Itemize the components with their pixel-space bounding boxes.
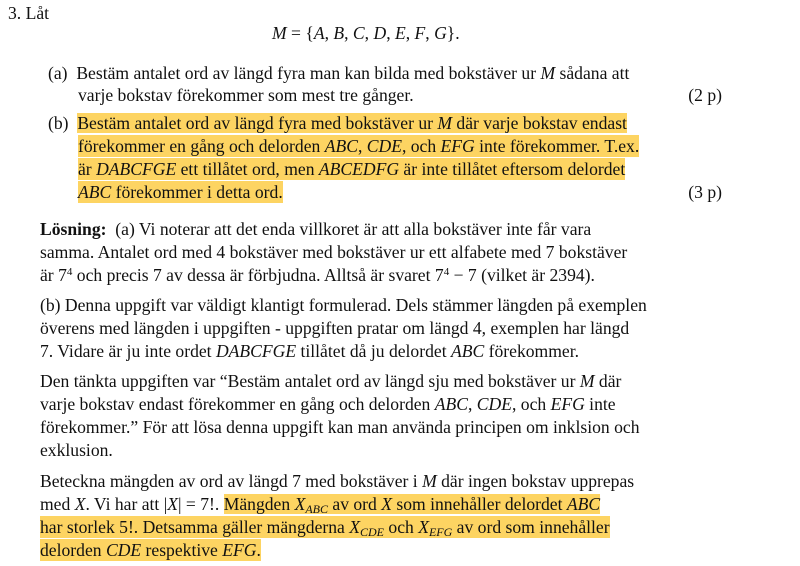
solution-p3-line4: exklusion. bbox=[40, 440, 113, 460]
part-b-line4: ABC förekommer i detta ord. bbox=[78, 182, 283, 202]
solution-p2-line1: (b) Denna uppgift var väldigt klantigt formulerad. Dels stämmer längden på exemplen bbox=[40, 295, 647, 315]
solution-p3-line3: förekommer.” För att lösa denna uppgift kan man använda principen om inklsion och bbox=[40, 417, 640, 437]
part-a-line2: varje bokstav förekommer som mest tre gånger. bbox=[78, 85, 414, 105]
solution-p3-line1: Den tänkta uppgiften var “Bestäm antalet ord av längd sju med bokstäver ur M där bbox=[40, 371, 622, 391]
solution-p2-line2: överens med längden i uppgiften - uppgiften pratar om längd 4, exemplen har längd bbox=[40, 318, 630, 338]
solution-p1-line2: samma. Antalet ord med 4 bokstäver med bokstäver ur ett alfabete med 7 bokstäver bbox=[40, 242, 628, 262]
part-b-line3: är DABCFGE ett tillåtet ord, men ABCEDFG är inte tillåtet eftersom delordet bbox=[78, 159, 626, 179]
part-b-line2: förekommer en gång och delorden ABC, CDE, och EFG inte förekommer. T.ex. bbox=[78, 136, 640, 156]
problem-number: 3. Låt bbox=[8, 3, 50, 23]
part-a-points: (2 p) bbox=[688, 85, 722, 105]
part-a-line1: (a) Bestäm antalet ord av längd fyra man kan bilda med bokstäver ur M sådana att bbox=[48, 63, 630, 83]
solution-p4-line3: har storlek 5!. Detsamma gäller mängderna $X_{CDE}$ och $X_{EFG}$ av ord som innehåller bbox=[40, 517, 610, 539]
part-b-line1: (b) Bestäm antalet ord av längd fyra med bokstäver ur M där varje bokstav endast bbox=[48, 113, 627, 133]
part-b-points: (3 p) bbox=[688, 182, 722, 202]
solution-p3-line2: varje bokstav endast förekommer en gång och delorden ABC, CDE, och EFG inte bbox=[40, 394, 616, 414]
solution-p4-line2: med X. Vi har att |X| = 7!. Mängden $X_{ABC}$ av ord X som innehåller delordet ABC bbox=[40, 494, 601, 516]
solution-p4-line1: Beteckna mängden av ord av längd 7 med bokstäver i M där ingen bokstav upprepas bbox=[40, 471, 635, 491]
solution-p1-line3: är $7^4$ och precis 7 av dessa är förbjudna. Alltså är svaret $7^4 - 7$ (vilket är 2394). bbox=[40, 265, 595, 285]
solution-p4-line4: delorden CDE respektive EFG. bbox=[40, 540, 261, 560]
solution-p2-line3: 7. Vidare är ju inte ordet DABCFGE tillåtet då ju delordet ABC förekommer. bbox=[40, 341, 579, 361]
solution-p1-line1: Lösning: (a) Vi noterar att det enda villkoret är att alla bokstäver inte får vara bbox=[40, 219, 592, 239]
set-definition: M = {A, B, C, D, E, F, G}. bbox=[272, 23, 460, 43]
